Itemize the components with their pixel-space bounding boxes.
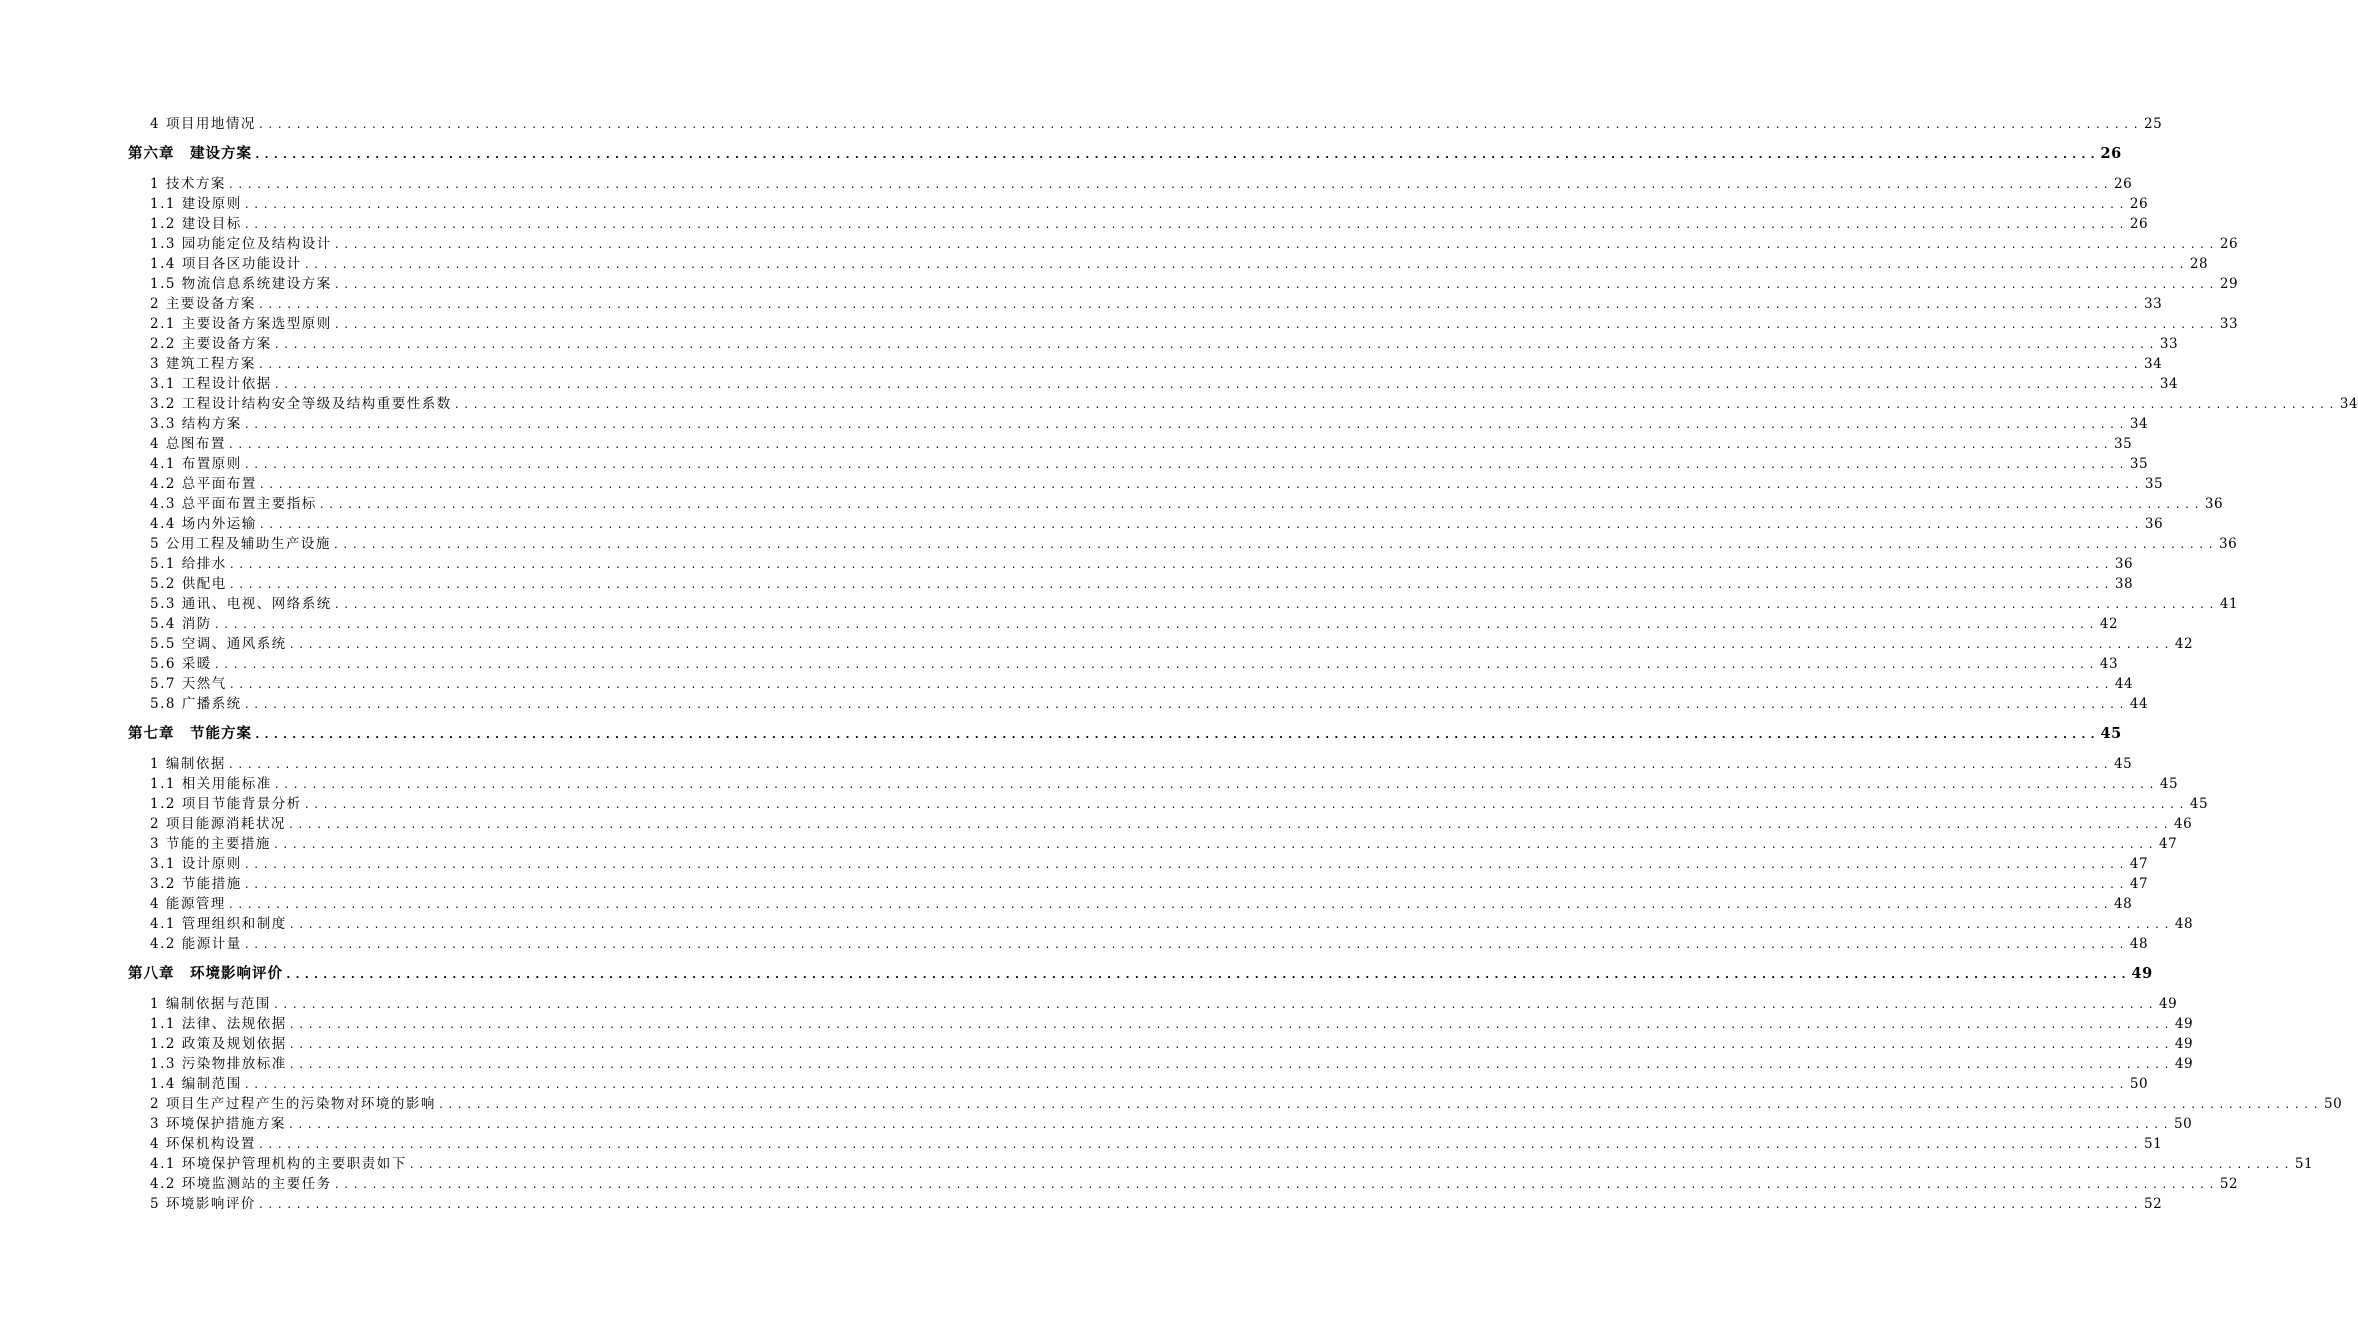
toc-entry[interactable]: [128, 854, 2149, 874]
toc-leader-dots: ........................................................................................................................................................................................................: [227, 760, 2112, 771]
toc-leader-dots: ........................................................................................................................................................................................................: [333, 600, 2218, 611]
toc-entry[interactable]: [128, 214, 2149, 234]
toc-page-number: 45: [2100, 725, 2122, 742]
toc-leader-dots: ........................................................................................................................................................................................................: [243, 420, 2128, 431]
toc-entry-title: 3 节能的主要措施: [150, 836, 271, 852]
toc-entry[interactable]: [128, 614, 2119, 634]
toc-page-number: 36: [2144, 516, 2164, 532]
toc-entry[interactable]: [128, 814, 2193, 834]
toc-entry[interactable]: [128, 874, 2149, 894]
toc-entry-title: 5 环境影响评价: [150, 1196, 256, 1212]
toc-page-number: 49: [2159, 996, 2178, 1012]
toc-page-number: 50: [2174, 1116, 2193, 1132]
toc-entry[interactable]: [128, 894, 2133, 914]
toc-page-number: 29: [2219, 276, 2239, 292]
toc-entry-title: 1.1 建设原则: [150, 196, 242, 212]
toc-entry-title: 1.3 园功能定位及结构设计: [150, 236, 332, 252]
toc-entry[interactable]: [128, 354, 2163, 374]
toc-leader-dots: ........................................................................................................................................................................................................: [258, 520, 2143, 531]
toc-page-number: 44: [2129, 696, 2149, 712]
toc-entry-title: 4 能源管理: [150, 896, 226, 912]
toc-entry-title: 4.2 能源计量: [150, 936, 242, 952]
toc-entry-title: 5.4 消防: [150, 616, 212, 632]
toc-entry-title: 1.4 项目各区功能设计: [150, 256, 302, 272]
toc-entry-title: 1 编制依据: [150, 756, 226, 772]
toc-page-number: 35: [2129, 456, 2149, 472]
toc-entry[interactable]: [128, 474, 2164, 494]
toc-leader-dots: ........................................................................................................................................................................................................: [227, 180, 2112, 191]
toc-page-number: 47: [2129, 876, 2149, 892]
toc-leader-dots: ........................................................................................................................................................................................................: [257, 120, 2142, 131]
toc-page-number: 36: [2114, 556, 2134, 572]
toc-page-number: 26: [2129, 216, 2149, 232]
toc-entry-title: 3.1 设计原则: [150, 856, 242, 872]
toc-leader-dots: ........................................................................................................................................................................................................: [257, 1140, 2142, 1151]
toc-leader-dots: ........................................................................................................................................................................................................: [318, 500, 2203, 511]
toc-entry-title: 3.1 工程设计依据: [150, 376, 272, 392]
toc-entry-title: 1.1 法律、法规依据: [150, 1016, 287, 1032]
toc-entry-title: 4.3 总平面布置主要指标: [150, 496, 317, 512]
toc-entry[interactable]: [128, 774, 2179, 794]
toc-entry[interactable]: [128, 594, 2239, 614]
toc-entry[interactable]: [128, 554, 2134, 574]
toc-chapter-entry[interactable]: [128, 143, 2122, 165]
toc-page-number: 34: [2129, 416, 2149, 432]
toc-entry[interactable]: [128, 1194, 2163, 1214]
toc-entry-title: 第八章 环境影响评价: [128, 965, 283, 982]
toc-page-number: 35: [2144, 476, 2164, 492]
toc-leader-dots: ........................................................................................................................................................................................................: [285, 968, 2130, 981]
toc-page-number: 26: [2129, 196, 2149, 212]
toc-entry-title: 5.8 广播系统: [150, 696, 242, 712]
toc-entry-title: 4 环保机构设置: [150, 1136, 256, 1152]
toc-entry[interactable]: [128, 1014, 2194, 1034]
toc-entry[interactable]: [128, 254, 2209, 274]
toc-leader-dots: ........................................................................................................................................................................................................: [228, 680, 2113, 691]
toc-page-number: 49: [2174, 1036, 2194, 1052]
toc-leader-dots: ........................................................................................................................................................................................................: [243, 460, 2128, 471]
toc-page-number: 48: [2114, 896, 2133, 912]
toc-entry[interactable]: [128, 1174, 2239, 1194]
toc-leader-dots: ........................................................................................................................................................................................................: [257, 1200, 2142, 1211]
toc-page-number: 38: [2114, 576, 2134, 592]
toc-leader-dots: ........................................................................................................................................................................................................: [303, 260, 2188, 271]
toc-entry[interactable]: [128, 834, 2178, 854]
toc-entry[interactable]: [128, 914, 2194, 934]
toc-entry-title: 第六章 建设方案: [128, 145, 252, 162]
toc-leader-dots: ........................................................................................................................................................................................................: [288, 640, 2173, 651]
toc-entry-title: 2 主要设备方案: [150, 296, 256, 312]
toc-entry[interactable]: [128, 654, 2119, 674]
toc-entry[interactable]: [128, 634, 2194, 654]
toc-entry[interactable]: [128, 374, 2179, 394]
toc-leader-dots: ........................................................................................................................................................................................................: [437, 1100, 2322, 1111]
toc-page-number: 48: [2174, 916, 2194, 932]
toc-entry[interactable]: [128, 174, 2133, 194]
toc-page-number: 36: [2219, 536, 2238, 552]
toc-page-number: 33: [2144, 296, 2163, 312]
toc-entry[interactable]: [128, 1114, 2193, 1134]
table-of-contents: [128, 114, 2358, 1214]
toc-leader-dots: ........................................................................................................................................................................................................: [213, 660, 2098, 671]
toc-entry[interactable]: [128, 294, 2163, 314]
toc-page-number: 26: [2219, 236, 2239, 252]
toc-entry-title: 1.3 污染物排放标准: [150, 1056, 287, 1072]
toc-page-number: 51: [2294, 1156, 2314, 1172]
toc-page-number: 45: [2114, 756, 2133, 772]
toc-entry[interactable]: [128, 394, 2358, 414]
toc-page-number: 43: [2099, 656, 2119, 672]
toc-leader-dots: ........................................................................................................................................................................................................: [243, 700, 2128, 711]
toc-entry[interactable]: [128, 334, 2179, 354]
toc-entry[interactable]: [128, 1094, 2343, 1114]
toc-leader-dots: ........................................................................................................................................................................................................: [272, 840, 2157, 851]
toc-leader-dots: ........................................................................................................................................................................................................: [332, 540, 2217, 551]
toc-entry-title: 4 项目用地情况: [150, 116, 256, 132]
toc-entry-title: 4.2 总平面布置: [150, 476, 257, 492]
toc-leader-dots: ........................................................................................................................................................................................................: [228, 560, 2113, 571]
toc-page-number: 47: [2159, 836, 2178, 852]
toc-entry[interactable]: [128, 674, 2134, 694]
toc-entry[interactable]: [128, 574, 2134, 594]
toc-leader-dots: ........................................................................................................................................................................................................: [303, 800, 2188, 811]
toc-page-number: 34: [2144, 356, 2163, 372]
toc-chapter-entry[interactable]: [128, 963, 2153, 985]
toc-entry-title: 5 公用工程及辅助生产设施: [150, 536, 331, 552]
toc-entry[interactable]: [128, 514, 2164, 534]
toc-leader-dots: ........................................................................................................................................................................................................: [333, 240, 2218, 251]
toc-page-number: 33: [2219, 316, 2239, 332]
toc-entry-title: 4.1 管理组织和制度: [150, 916, 287, 932]
toc-entry-title: 5.2 供配电: [150, 576, 227, 592]
toc-entry[interactable]: [128, 1054, 2194, 1074]
toc-leader-dots: ........................................................................................................................................................................................................: [273, 380, 2158, 391]
toc-entry-title: 4.2 环境监测站的主要任务: [150, 1176, 332, 1192]
toc-leader-dots: ........................................................................................................................................................................................................: [273, 340, 2158, 351]
toc-entry-title: 2.1 主要设备方案选型原则: [150, 316, 332, 332]
toc-page-number: 33: [2159, 336, 2179, 352]
toc-entry[interactable]: [128, 454, 2149, 474]
toc-page-number: 50: [2324, 1096, 2343, 1112]
toc-entry[interactable]: [128, 114, 2163, 134]
toc-page-number: 49: [2131, 965, 2153, 982]
toc-page-number: 45: [2159, 776, 2179, 792]
toc-page-number: 45: [2189, 796, 2209, 812]
toc-entry-title: 5.6 采暖: [150, 656, 212, 672]
toc-leader-dots: ........................................................................................................................................................................................................: [257, 360, 2142, 371]
toc-leader-dots: ........................................................................................................................................................................................................: [243, 220, 2128, 231]
toc-leader-dots: ........................................................................................................................................................................................................: [272, 1000, 2157, 1011]
toc-chapter-entry[interactable]: [128, 723, 2122, 745]
toc-leader-dots: ........................................................................................................................................................................................................: [228, 580, 2113, 591]
toc-leader-dots: ........................................................................................................................................................................................................: [213, 620, 2098, 631]
toc-entry-title: 2 项目生产过程产生的污染物对环境的影响: [150, 1096, 436, 1112]
toc-entry-title: 2 项目能源消耗状况: [150, 816, 286, 832]
toc-entry[interactable]: [128, 994, 2178, 1014]
toc-leader-dots: ........................................................................................................................................................................................................: [254, 148, 2099, 161]
toc-page-number: 41: [2219, 596, 2239, 612]
toc-entry-title: 5.3 通讯、电视、网络系统: [150, 596, 332, 612]
toc-entry[interactable]: [128, 414, 2149, 434]
toc-entry-title: 1 技术方案: [150, 176, 226, 192]
toc-page-number: 52: [2219, 1176, 2239, 1192]
toc-entry-title: 2.2 主要设备方案: [150, 336, 272, 352]
toc-entry[interactable]: [128, 694, 2149, 714]
toc-page-number: 42: [2099, 616, 2119, 632]
toc-page-number: 34: [2339, 396, 2358, 412]
toc-page-number: 35: [2114, 436, 2133, 452]
toc-leader-dots: ........................................................................................................................................................................................................: [333, 280, 2218, 291]
toc-entry[interactable]: [128, 794, 2209, 814]
toc-leader-dots: ........................................................................................................................................................................................................: [258, 480, 2143, 491]
toc-leader-dots: ........................................................................................................................................................................................................: [257, 300, 2142, 311]
toc-entry[interactable]: [128, 1134, 2163, 1154]
toc-page-number: 26: [2100, 145, 2122, 162]
toc-page-number: 42: [2174, 636, 2194, 652]
toc-page-number: 25: [2144, 116, 2163, 132]
toc-page-number: 44: [2114, 676, 2134, 692]
toc-entry[interactable]: [128, 234, 2239, 254]
toc-entry[interactable]: [128, 1074, 2149, 1094]
toc-entry[interactable]: [128, 534, 2238, 554]
toc-entry-title: 第七章 节能方案: [128, 725, 252, 742]
toc-entry-title: 1.2 政策及规划依据: [150, 1036, 287, 1052]
toc-page-number: 50: [2129, 1076, 2149, 1092]
toc-leader-dots: ........................................................................................................................................................................................................: [243, 200, 2128, 211]
toc-page-number: 26: [2114, 176, 2133, 192]
toc-entry-title: 1.1 相关用能标准: [150, 776, 272, 792]
toc-leader-dots: ........................................................................................................................................................................................................: [287, 1120, 2172, 1131]
toc-entry-title: 3 建筑工程方案: [150, 356, 256, 372]
toc-page-number: 51: [2144, 1136, 2163, 1152]
toc-entry-title: 1.4 编制范围: [150, 1076, 242, 1092]
toc-entry[interactable]: [128, 1154, 2314, 1174]
toc-entry-title: 4.4 场内外运输: [150, 516, 257, 532]
toc-entry-title: 5.7 天然气: [150, 676, 227, 692]
toc-entry-title: 1.5 物流信息系统建设方案: [150, 276, 332, 292]
toc-entry[interactable]: [128, 1034, 2194, 1054]
toc-page-number: 49: [2174, 1056, 2194, 1072]
toc-entry-title: 1.2 建设目标: [150, 216, 242, 232]
toc-leader-dots: ........................................................................................................................................................................................................: [333, 1180, 2218, 1191]
toc-page-number: 47: [2129, 856, 2149, 872]
toc-page-number: 28: [2189, 256, 2209, 272]
toc-page-number: 36: [2204, 496, 2224, 512]
toc-page-number: 48: [2129, 936, 2149, 952]
toc-entry[interactable]: [128, 274, 2239, 294]
toc-leader-dots: ........................................................................................................................................................................................................: [287, 820, 2172, 831]
toc-leader-dots: ........................................................................................................................................................................................................: [453, 400, 2338, 411]
toc-leader-dots: ........................................................................................................................................................................................................: [243, 860, 2128, 871]
toc-entry[interactable]: [128, 754, 2133, 774]
toc-page-number: 34: [2159, 376, 2179, 392]
toc-leader-dots: ........................................................................................................................................................................................................: [254, 728, 2099, 741]
toc-page-number: 49: [2174, 1016, 2194, 1032]
toc-leader-dots: ........................................................................................................................................................................................................: [227, 900, 2112, 911]
toc-leader-dots: ........................................................................................................................................................................................................: [273, 780, 2158, 791]
toc-page-number: 46: [2174, 816, 2193, 832]
toc-entry-title: 4.1 布置原则: [150, 456, 242, 472]
toc-entry-title: 1.2 项目节能背景分析: [150, 796, 302, 812]
toc-leader-dots: ........................................................................................................................................................................................................: [243, 880, 2128, 891]
toc-leader-dots: ........................................................................................................................................................................................................: [408, 1160, 2293, 1171]
toc-entry-title: 4.1 环境保护管理机构的主要职责如下: [150, 1156, 407, 1172]
toc-entry-title: 4 总图布置: [150, 436, 226, 452]
toc-entry-title: 5.1 给排水: [150, 556, 227, 572]
toc-entry-title: 3.2 节能措施: [150, 876, 242, 892]
toc-leader-dots: ........................................................................................................................................................................................................: [288, 1060, 2173, 1071]
toc-entry-title: 5.5 空调、通风系统: [150, 636, 287, 652]
toc-entry[interactable]: [128, 314, 2239, 334]
toc-entry-title: 3.3 结构方案: [150, 416, 242, 432]
toc-entry[interactable]: [128, 434, 2133, 454]
toc-leader-dots: ........................................................................................................................................................................................................: [333, 320, 2218, 331]
toc-leader-dots: ........................................................................................................................................................................................................: [243, 1080, 2128, 1091]
toc-leader-dots: ........................................................................................................................................................................................................: [243, 940, 2128, 951]
toc-entry[interactable]: [128, 194, 2149, 214]
toc-leader-dots: ........................................................................................................................................................................................................: [288, 920, 2173, 931]
toc-entry-title: 3 环境保护措施方案: [150, 1116, 286, 1132]
toc-leader-dots: ........................................................................................................................................................................................................: [288, 1040, 2173, 1051]
toc-page-number: 52: [2144, 1196, 2163, 1212]
toc-entry[interactable]: [128, 494, 2224, 514]
toc-leader-dots: ........................................................................................................................................................................................................: [288, 1020, 2173, 1031]
toc-entry[interactable]: [128, 934, 2149, 954]
toc-entry-title: 1 编制依据与范围: [150, 996, 271, 1012]
toc-entry-title: 3.2 工程设计结构安全等级及结构重要性系数: [150, 396, 452, 412]
toc-leader-dots: ........................................................................................................................................................................................................: [227, 440, 2112, 451]
